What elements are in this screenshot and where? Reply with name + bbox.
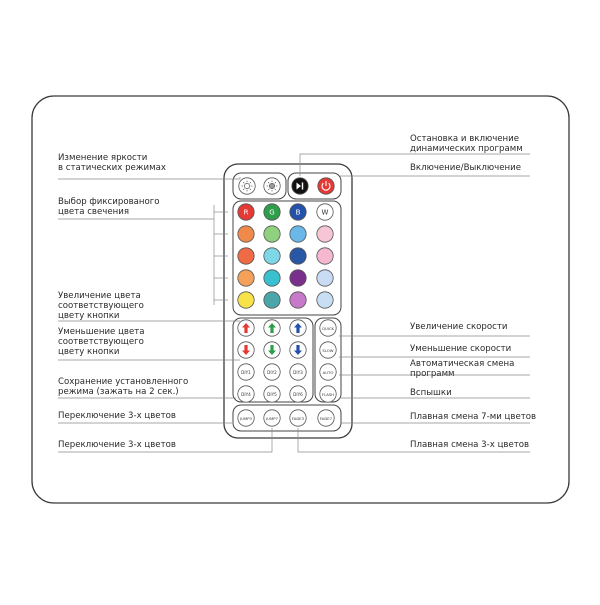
slow-button-label: SLOW [322,348,334,353]
label-save-mode: Сохранение установленного режима (зажать на 2 сек.) [58,377,189,397]
pause-bar [302,183,303,190]
color-button-r2-c3-circle [290,226,306,242]
color-button-r3-c4[interactable] [317,248,333,264]
color-button-r3-c4-circle [317,248,333,264]
color-button-r3-c1-circle [238,248,254,264]
jump7-button[interactable] [264,410,280,426]
color-button-r5-c2[interactable] [264,292,280,308]
diy2-button-label: DIY2 [267,370,277,375]
arrow-up-icon-2[interactable] [264,320,280,336]
color-button-r2-c4-circle [317,226,333,242]
color-button-r1-c3[interactable] [290,204,306,220]
jump3-button-label: JUMP3 [240,416,252,421]
color-button-r5-c3-circle [290,292,306,308]
color-button-r5-c4-circle [317,292,333,308]
jump3-button[interactable] [238,410,254,426]
arrow-up-icon-3[interactable] [290,320,306,336]
auto-button[interactable] [320,364,336,380]
diy5-button-label: DIY5 [267,392,277,397]
diy6-button[interactable] [290,386,306,402]
color-button-r4-c1-circle [238,270,254,286]
fade7-button-label: FADE7 [319,416,333,421]
color-button-r4-c3[interactable] [290,270,306,286]
label-speed-up: Увеличение скорости [410,322,508,332]
diy3-button[interactable] [290,364,306,380]
color-button-r1-c3-label: B [295,208,301,217]
color-button-r3-c1[interactable] [238,248,254,264]
power-icon[interactable] [318,178,334,194]
diy4-button-label: DIY4 [241,392,251,397]
color-button-r5-c4[interactable] [317,292,333,308]
color-button-r2-c2-circle [264,226,280,242]
flash-button-label: FLASH [321,392,335,397]
label-flash: Вспышки [410,388,452,398]
label-jump3-b: Переключение 3-х цветов [58,440,176,450]
brightness-up-icon-core [269,183,274,188]
color-button-r1-c4[interactable] [317,204,333,220]
color-button-r1-c2-label: G [269,208,275,217]
arrow-down-icon-1[interactable] [238,342,254,358]
color-button-r4-c4-circle [317,270,333,286]
label-brightness: Изменение яркости в статических режимах [58,153,166,173]
label-color-select: Выбор фиксированого цвета свечения [58,197,160,217]
color-button-r2-c1-circle [238,226,254,242]
fade7-button[interactable] [318,410,334,426]
color-button-r4-c1[interactable] [238,270,254,286]
label-auto: Автоматическая смена программ [410,359,515,379]
color-button-r5-c2-circle [264,292,280,308]
color-button-r5-c1[interactable] [238,292,254,308]
diy1-button[interactable] [238,364,254,380]
color-button-r5-c3[interactable] [290,292,306,308]
color-button-r1-c1[interactable] [238,204,254,220]
slow-button[interactable] [320,342,336,358]
color-button-r1-c2[interactable] [264,204,280,220]
auto-button-label: AUTO [322,370,334,375]
diy1-button-label: DIY1 [241,370,251,375]
play-pause-icon[interactable] [292,178,308,194]
diy4-button[interactable] [238,386,254,402]
color-button-r4-c4[interactable] [317,270,333,286]
color-button-r3-c3-circle [290,248,306,264]
color-button-r4-c3-circle [290,270,306,286]
color-button-r3-c2-circle [264,248,280,264]
arrow-up-icon-1[interactable] [238,320,254,336]
flash-button[interactable] [320,386,336,402]
brightness-down-icon[interactable] [239,178,255,194]
brightness-up-icon[interactable] [264,178,280,194]
label-jump3-a: Переключение 3-х цветов [58,411,176,421]
arrow-down-icon-2[interactable] [264,342,280,358]
fade3-button[interactable] [290,410,306,426]
label-decrease-color: Уменьшение цвета соответствующего цвету кнопки [58,327,145,357]
label-fade3: Плавная смена 3-х цветов [410,440,530,450]
color-button-r2-c4[interactable] [317,226,333,242]
diy6-button-label: DIY6 [293,392,303,397]
color-button-r3-c3[interactable] [290,248,306,264]
label-stop-start: Остановка и включение динамических программ [410,134,523,154]
color-button-r1-c4-label: W [321,208,329,217]
label-speed-down: Уменьшение скорости [410,344,512,354]
diy3-button-label: DIY3 [293,370,303,375]
label-increase-color: Увеличение цвета соответствующего цвету кнопки [58,291,144,321]
diy5-button[interactable] [264,386,280,402]
color-button-r1-c1-label: R [243,208,249,217]
label-power: Включение/Выключение [410,163,522,173]
color-button-r2-c2[interactable] [264,226,280,242]
diy2-button[interactable] [264,364,280,380]
arrow-down-icon-3[interactable] [290,342,306,358]
color-button-r3-c2[interactable] [264,248,280,264]
brightness-down-icon-circle [239,178,255,194]
jump7-button-label: JUMP7 [266,416,278,421]
fade3-button-label: FADE3 [291,416,305,421]
quick-button[interactable] [320,320,336,336]
color-button-r2-c3[interactable] [290,226,306,242]
color-button-r2-c1[interactable] [238,226,254,242]
leader-brightness [58,177,240,179]
label-fade7: Плавная смена 7-ми цветов [410,412,537,422]
color-button-r4-c2-circle [264,270,280,286]
color-button-r5-c1-circle [238,292,254,308]
color-button-r4-c2[interactable] [264,270,280,286]
quick-button-label: QUICK [321,326,335,331]
